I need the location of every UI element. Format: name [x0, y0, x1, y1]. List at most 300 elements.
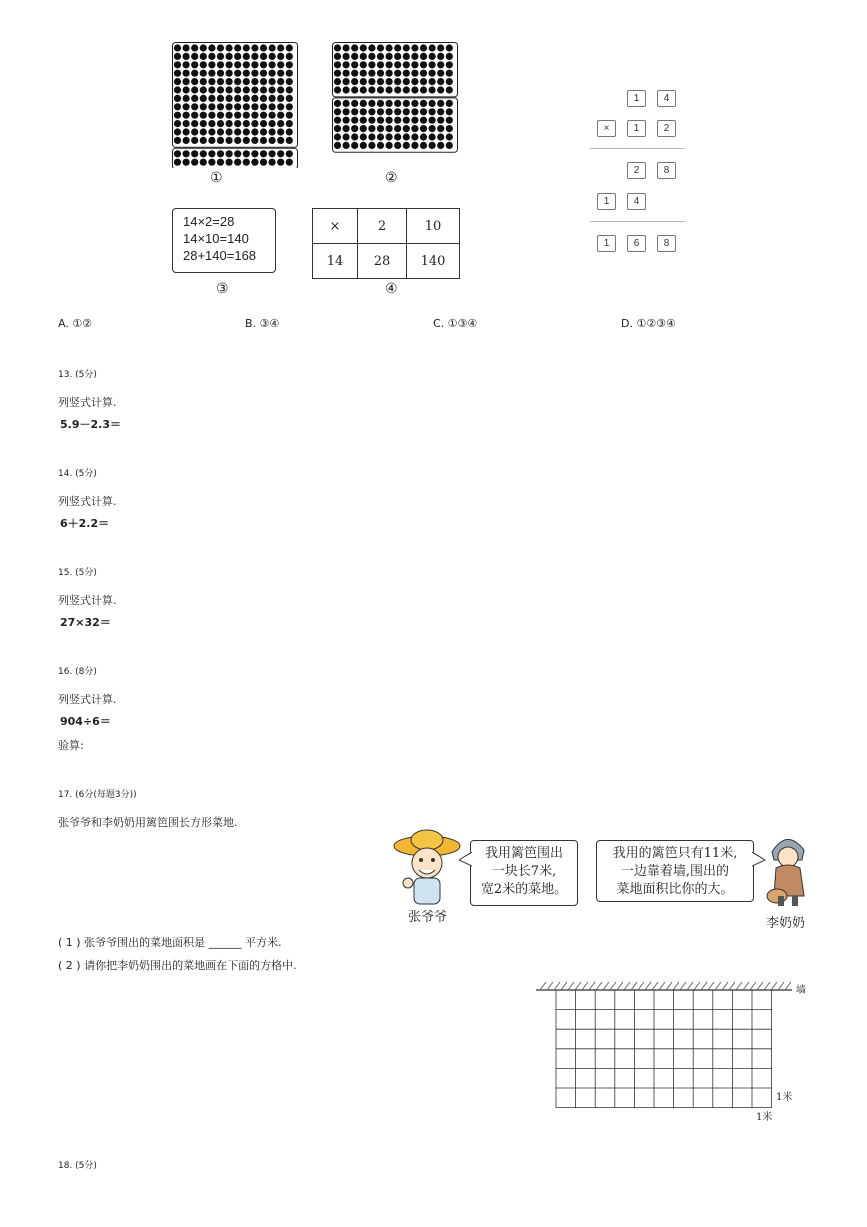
dot — [286, 86, 293, 93]
option-a[interactable]: A. ①② — [58, 317, 93, 330]
dot — [343, 133, 350, 140]
wall-hatch — [680, 982, 686, 990]
dot — [411, 133, 418, 140]
table-cell: 28 — [358, 244, 407, 279]
dot — [269, 53, 276, 60]
option-c[interactable]: C. ①③④ — [433, 317, 478, 330]
dot — [269, 103, 276, 110]
question-16-text: 列竖式计算. — [58, 693, 117, 706]
dot — [200, 95, 207, 102]
dot — [217, 95, 224, 102]
dot — [277, 61, 284, 68]
figure-label-3: ③ — [216, 281, 229, 297]
dot — [386, 61, 393, 68]
dot — [377, 125, 384, 132]
dot — [403, 142, 410, 149]
dot — [368, 125, 375, 132]
table-cell: 140 — [407, 244, 460, 279]
table-cell: 2 — [358, 209, 407, 244]
dot — [200, 103, 207, 110]
dot — [420, 125, 427, 132]
wall-hatch — [547, 982, 553, 990]
wall-hatch — [659, 982, 665, 990]
wall-hatch — [701, 982, 707, 990]
dot — [183, 61, 190, 68]
dot — [334, 133, 341, 140]
wall-hatch — [694, 982, 700, 990]
dot — [403, 125, 410, 132]
dot — [183, 86, 190, 93]
dot — [377, 117, 384, 124]
dot — [368, 70, 375, 77]
dot — [260, 159, 267, 166]
dot — [286, 53, 293, 60]
dot — [260, 78, 267, 85]
dot — [360, 133, 367, 140]
dot — [420, 44, 427, 51]
wall-hatch — [778, 982, 784, 990]
dot — [174, 159, 181, 166]
dot — [386, 44, 393, 51]
figure-label-4: ④ — [385, 281, 398, 297]
question-14-header: 14. (5分) — [58, 469, 97, 479]
dot — [343, 108, 350, 115]
dot — [217, 150, 224, 157]
dot — [351, 142, 358, 149]
dot — [360, 125, 367, 132]
dot — [243, 112, 250, 119]
wall-hatch — [743, 982, 749, 990]
bubble-tail-left — [459, 852, 472, 868]
dot — [360, 117, 367, 124]
dot — [334, 100, 341, 107]
dot — [351, 133, 358, 140]
dot — [217, 78, 224, 85]
dot — [243, 44, 250, 51]
dot — [243, 53, 250, 60]
dot — [217, 86, 224, 93]
wall-hatch — [575, 982, 581, 990]
dot — [394, 142, 401, 149]
dot — [174, 112, 181, 119]
dot — [403, 44, 410, 51]
dot — [411, 100, 418, 107]
dot — [411, 108, 418, 115]
dot — [343, 70, 350, 77]
dot — [446, 117, 453, 124]
dot — [286, 159, 293, 166]
wall-hatch — [582, 982, 588, 990]
dot — [411, 142, 418, 149]
dot — [191, 159, 198, 166]
question-16-expression: 904÷6＝ — [60, 715, 111, 728]
dot — [386, 53, 393, 60]
dot — [403, 108, 410, 115]
dot — [269, 128, 276, 135]
dot — [226, 44, 233, 51]
question-13-expression: 5.9－2.3＝ — [60, 418, 121, 431]
dot — [386, 86, 393, 93]
dot — [429, 70, 436, 77]
dot — [183, 137, 190, 144]
dot — [269, 137, 276, 144]
dot — [368, 44, 375, 51]
dot — [208, 159, 215, 166]
dot — [251, 103, 258, 110]
dot — [446, 133, 453, 140]
dot — [368, 61, 375, 68]
dot — [386, 117, 393, 124]
question-17-header: 17. (6分(每题3分)) — [58, 790, 137, 800]
dot — [217, 128, 224, 135]
dot — [377, 53, 384, 60]
dot — [386, 78, 393, 85]
dot — [446, 108, 453, 115]
dot — [368, 117, 375, 124]
dot — [351, 125, 358, 132]
question-18-header: 18. (5分) — [58, 1161, 97, 1171]
dot — [277, 44, 284, 51]
wall-hatch — [617, 982, 623, 990]
dot — [208, 137, 215, 144]
dot — [208, 112, 215, 119]
dot — [360, 142, 367, 149]
dot — [334, 44, 341, 51]
dot — [286, 120, 293, 127]
dot — [183, 103, 190, 110]
question-14-text: 列竖式计算. — [58, 495, 117, 508]
dot — [411, 53, 418, 60]
dot — [286, 112, 293, 119]
dot — [260, 112, 267, 119]
dot — [217, 137, 224, 144]
dot — [394, 61, 401, 68]
dot — [429, 44, 436, 51]
digit-box: 1 — [597, 193, 616, 210]
dot — [360, 78, 367, 85]
dot — [360, 44, 367, 51]
dot — [360, 70, 367, 77]
dot — [437, 133, 444, 140]
name-right: 李奶奶 — [766, 916, 806, 931]
dot — [286, 128, 293, 135]
question-13-header: 13. (5分) — [58, 370, 97, 380]
grandma-illustration — [762, 830, 812, 910]
wall-hatch — [729, 982, 735, 990]
dot — [411, 117, 418, 124]
dot — [234, 150, 241, 157]
dot — [429, 133, 436, 140]
dot — [377, 142, 384, 149]
dot — [351, 78, 358, 85]
wall-hatch — [610, 982, 616, 990]
wall-hatch — [736, 982, 742, 990]
dot — [183, 44, 190, 51]
dot — [360, 86, 367, 93]
dot — [200, 78, 207, 85]
dot — [446, 70, 453, 77]
dot — [420, 108, 427, 115]
dot — [394, 70, 401, 77]
dot — [343, 78, 350, 85]
bubble-left-line: 一块长7米, — [491, 864, 557, 879]
dot — [377, 100, 384, 107]
dot — [251, 44, 258, 51]
dot — [260, 86, 267, 93]
dot — [277, 128, 284, 135]
dot — [429, 142, 436, 149]
dot — [243, 103, 250, 110]
dot — [251, 70, 258, 77]
wall-hatch — [715, 982, 721, 990]
dot — [174, 61, 181, 68]
dot — [403, 100, 410, 107]
dot — [420, 142, 427, 149]
dot — [386, 100, 393, 107]
dot — [269, 95, 276, 102]
dot — [394, 44, 401, 51]
dot — [226, 95, 233, 102]
dot — [217, 61, 224, 68]
dot — [269, 44, 276, 51]
option-d[interactable]: D. ①②③④ — [621, 317, 676, 330]
dot — [351, 70, 358, 77]
bubble-right-line: 一边靠着墙,围出的 — [620, 864, 730, 879]
dot — [260, 120, 267, 127]
digit-box: 4 — [657, 90, 676, 107]
table-cell: 10 — [407, 209, 460, 244]
dot — [368, 53, 375, 60]
dot — [351, 61, 358, 68]
dot — [191, 44, 198, 51]
dot — [260, 103, 267, 110]
dot — [183, 150, 190, 157]
dot — [386, 125, 393, 132]
dot — [411, 70, 418, 77]
dot — [183, 78, 190, 85]
dot — [269, 112, 276, 119]
dot — [351, 44, 358, 51]
wall-hatch — [561, 982, 567, 990]
question-16-check: 验算: — [58, 739, 84, 752]
dot — [183, 70, 190, 77]
dot — [269, 150, 276, 157]
dot — [191, 112, 198, 119]
dot — [343, 86, 350, 93]
dot — [277, 95, 284, 102]
dot — [403, 78, 410, 85]
dot — [343, 142, 350, 149]
dot — [360, 100, 367, 107]
dot — [277, 78, 284, 85]
wall-hatch — [631, 982, 637, 990]
digit-box: 2 — [627, 162, 646, 179]
dot — [334, 70, 341, 77]
table-cell: × — [313, 209, 358, 244]
dot — [420, 70, 427, 77]
question-15-header: 15. (5分) — [58, 568, 97, 578]
dot — [377, 86, 384, 93]
dot — [217, 44, 224, 51]
dot — [183, 53, 190, 60]
dot — [411, 86, 418, 93]
wall-hatch — [568, 982, 574, 990]
dot — [377, 70, 384, 77]
dot — [234, 128, 241, 135]
dot — [234, 120, 241, 127]
dot — [277, 53, 284, 60]
dot — [234, 137, 241, 144]
dot — [437, 53, 444, 60]
dot — [174, 86, 181, 93]
dot — [226, 103, 233, 110]
dot — [429, 125, 436, 132]
dot — [243, 61, 250, 68]
dot — [351, 86, 358, 93]
dot — [386, 133, 393, 140]
dot — [226, 78, 233, 85]
dot — [351, 117, 358, 124]
dot — [269, 78, 276, 85]
dot — [191, 150, 198, 157]
dot — [234, 112, 241, 119]
dot — [403, 70, 410, 77]
calc-box — [172, 208, 276, 273]
dot — [420, 53, 427, 60]
dot — [191, 53, 198, 60]
dot — [200, 44, 207, 51]
dot — [243, 78, 250, 85]
dot — [191, 103, 198, 110]
dot — [386, 142, 393, 149]
dot — [286, 70, 293, 77]
dot — [217, 70, 224, 77]
digit-box: 6 — [627, 235, 646, 252]
dot — [334, 142, 341, 149]
dot — [191, 95, 198, 102]
dot — [208, 120, 215, 127]
bubble-left-line: 宽2米的菜地。 — [480, 882, 568, 897]
dot — [208, 70, 215, 77]
dot — [251, 86, 258, 93]
dot — [368, 78, 375, 85]
digit-box: × — [597, 120, 616, 137]
dot — [251, 120, 258, 127]
dot — [200, 112, 207, 119]
bubble-right-line: 我用的篱笆只有11米, — [612, 846, 738, 861]
dot — [343, 61, 350, 68]
dot — [437, 61, 444, 68]
dot — [191, 61, 198, 68]
dot — [429, 53, 436, 60]
dot — [360, 108, 367, 115]
wall-hatch — [624, 982, 630, 990]
dot — [286, 78, 293, 85]
dot — [174, 103, 181, 110]
dot — [334, 61, 341, 68]
dot — [208, 150, 215, 157]
question-17-text: 张爷爷和李奶奶用篱笆围长方形菜地. — [58, 816, 238, 829]
digit-box: 1 — [597, 235, 616, 252]
dot — [446, 142, 453, 149]
dot — [234, 61, 241, 68]
dot — [377, 78, 384, 85]
dot — [277, 137, 284, 144]
wall-hatch — [603, 982, 609, 990]
option-b[interactable]: B. ③④ — [245, 317, 280, 330]
digit-box: 2 — [657, 120, 676, 137]
speech-bubble-right — [596, 840, 754, 902]
dot — [437, 100, 444, 107]
dot — [377, 44, 384, 51]
dot — [226, 53, 233, 60]
dot — [269, 120, 276, 127]
dot — [334, 78, 341, 85]
figure-label-2: ② — [385, 170, 398, 186]
wall-hatch — [554, 982, 560, 990]
dot — [226, 128, 233, 135]
wall-hatch — [757, 982, 763, 990]
dot — [394, 86, 401, 93]
dot — [446, 53, 453, 60]
dot — [343, 100, 350, 107]
dot — [174, 137, 181, 144]
dot — [334, 86, 341, 93]
dot — [269, 86, 276, 93]
question-13-text: 列竖式计算. — [58, 396, 117, 409]
dot — [286, 150, 293, 157]
dot — [429, 78, 436, 85]
dot — [420, 117, 427, 124]
dot — [251, 159, 258, 166]
dot — [386, 70, 393, 77]
question-17-sub2: ( 2 ) 请你把李奶奶围出的菜地画在下面的方格中. — [58, 959, 297, 972]
digit-box: 8 — [657, 162, 676, 179]
dot — [446, 61, 453, 68]
dot — [377, 108, 384, 115]
dot — [269, 61, 276, 68]
dot — [286, 95, 293, 102]
unit-label-horizontal: 1米 — [756, 1112, 773, 1123]
dot — [208, 86, 215, 93]
dot — [174, 120, 181, 127]
dot — [437, 142, 444, 149]
dot — [243, 86, 250, 93]
dot — [394, 100, 401, 107]
dot — [191, 86, 198, 93]
dot — [183, 95, 190, 102]
dot — [226, 120, 233, 127]
dot — [377, 61, 384, 68]
dot — [200, 70, 207, 77]
question-17-sub1: ( 1 ) 张爷爷围出的菜地面积是 ______ 平方米. — [58, 936, 282, 949]
dot — [437, 86, 444, 93]
dot — [277, 150, 284, 157]
dot — [269, 159, 276, 166]
dot — [351, 53, 358, 60]
dot — [174, 70, 181, 77]
dot — [446, 125, 453, 132]
dot — [437, 70, 444, 77]
dot — [420, 100, 427, 107]
dot — [260, 150, 267, 157]
dot — [437, 125, 444, 132]
vertical-multiplication — [590, 88, 690, 258]
dot — [183, 128, 190, 135]
wall-hatch — [596, 982, 602, 990]
dot — [446, 78, 453, 85]
dot — [200, 86, 207, 93]
